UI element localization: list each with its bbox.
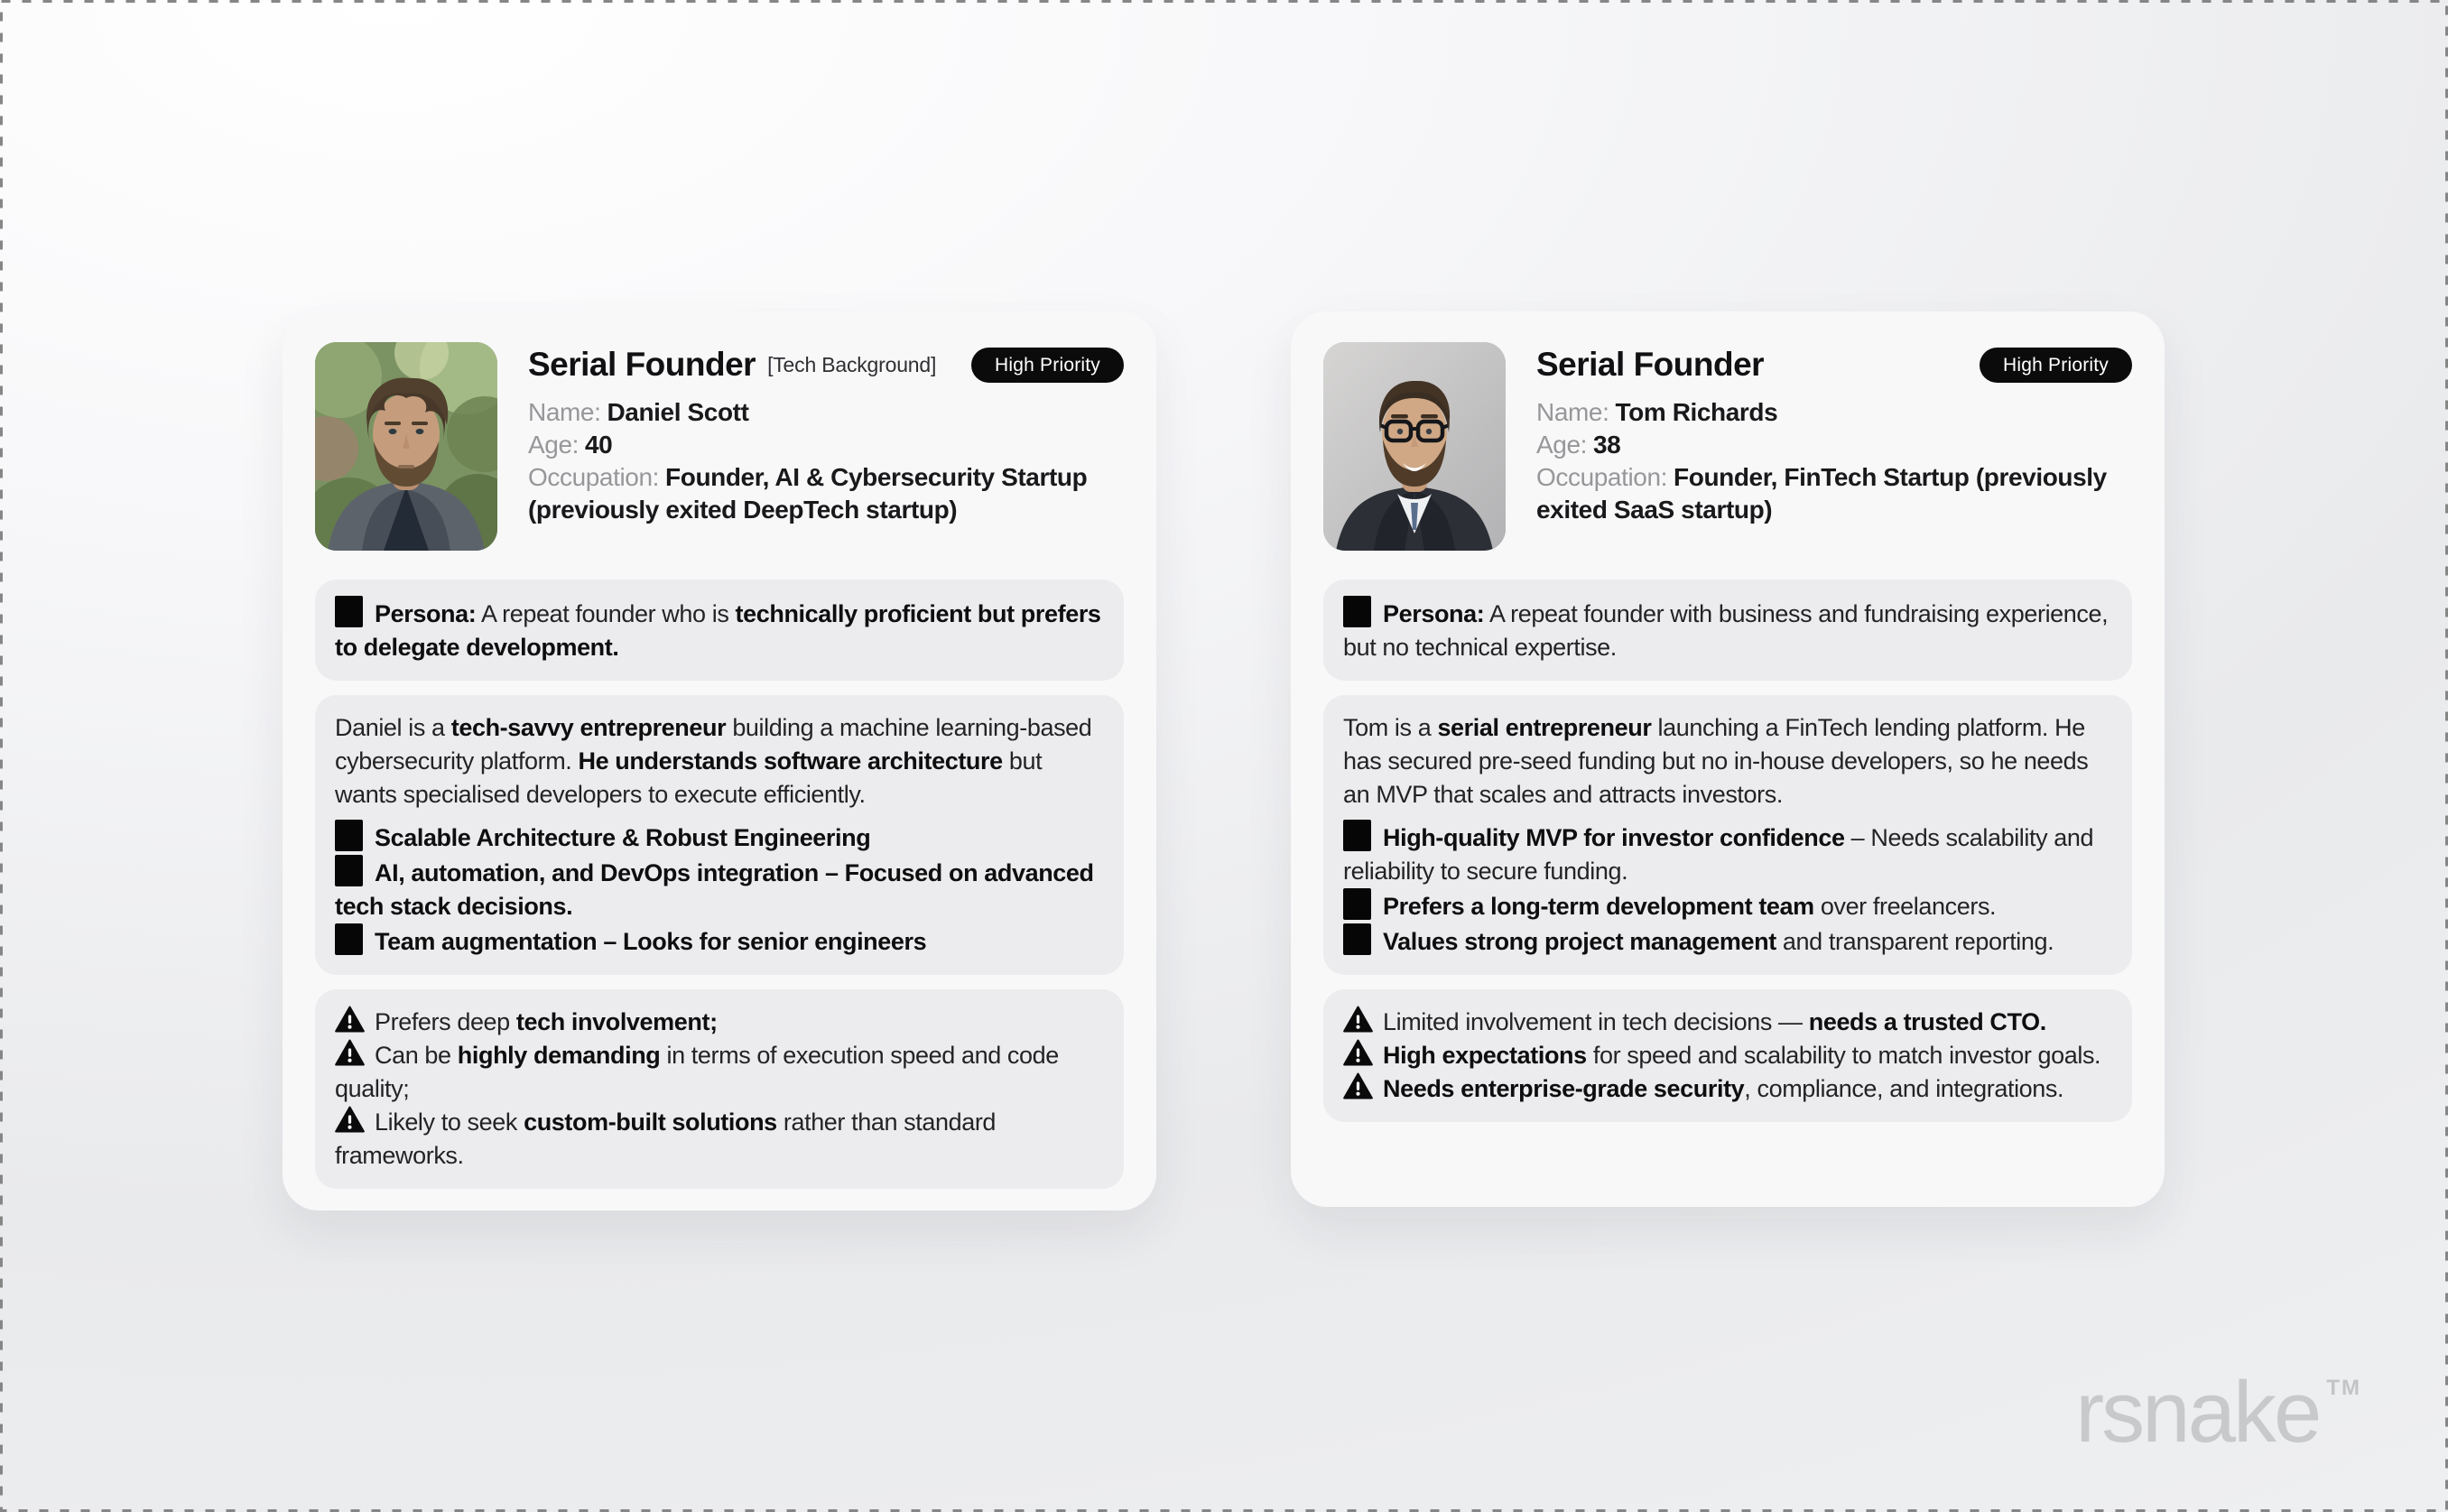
text: A repeat founder who is (476, 600, 736, 627)
black-square-icon (1343, 820, 1371, 851)
meta-value: 40 (585, 431, 613, 459)
text: Prefers deep (375, 1008, 516, 1035)
meta-value: 38 (1593, 431, 1621, 459)
description-paragraph (335, 711, 1104, 812)
text: rather than standard frameworks. (335, 1108, 997, 1169)
warning-icon (1343, 1039, 1373, 1066)
warning-icon (335, 1006, 365, 1033)
warning-icon (1343, 1006, 1373, 1033)
warnings-box (1323, 989, 2132, 1122)
tom-avatar-illustration (1323, 342, 1506, 551)
meta-label: Age: (1536, 431, 1587, 459)
persona-card-1 (283, 311, 1156, 1211)
emphasized-text: AI, automation, and DevOps integration – Focused on advanced tech stack decisions. (335, 859, 1094, 920)
card-title: Serial Founder (1536, 346, 1765, 383)
black-square-icon (1343, 888, 1371, 920)
description-box (1323, 695, 2132, 975)
black-square-icon (335, 820, 363, 851)
emphasized-text: Persona: (1383, 600, 1485, 627)
black-square-icon (1343, 596, 1371, 627)
meta-value: Daniel Scott (607, 398, 749, 426)
needs-list (1343, 820, 2112, 959)
title-row (528, 346, 1124, 384)
tom-richards-portrait (1323, 342, 1506, 551)
meta-label: Occupation: (528, 463, 660, 491)
text: , compliance, and integrations. (1744, 1075, 2064, 1102)
text: building a machine learning-based cybersecurity platform. (335, 714, 1092, 775)
emphasized-text: He understands software architecture (578, 747, 1003, 775)
meta-label: Name: (528, 398, 601, 426)
warning-item (1343, 1006, 2112, 1039)
emphasized-text: Prefers a long-term development team (1383, 893, 1814, 920)
emphasized-text: tech involvement; (515, 1008, 718, 1035)
text: and transparent reporting. (1776, 928, 2054, 955)
need-item (1343, 820, 2112, 888)
text: for speed and scalability to match investor goals. (1586, 1042, 2101, 1069)
black-square-icon (335, 855, 363, 886)
emphasized-text: Team augmentation – Looks for senior engineers (375, 928, 927, 955)
need-item (335, 855, 1104, 923)
emphasized-text: Scalable Architecture & Robust Engineering (375, 824, 871, 851)
emphasized-text: custom-built solutions (524, 1108, 777, 1136)
warning-icon (335, 1106, 365, 1133)
warning-item (1343, 1072, 2112, 1106)
text: Daniel is a (335, 714, 451, 741)
emphasized-text: High expectations (1383, 1042, 1587, 1069)
text: in terms of execution speed and code quality; (335, 1042, 1059, 1102)
meta-value: Tom Richards (1615, 398, 1778, 426)
card-title-tag: [Tech Background] (767, 352, 937, 376)
emphasized-text: technically proficient but prefers to delegate development. (335, 600, 1101, 661)
header-info (1536, 342, 2132, 551)
brand-watermark (2075, 1364, 2361, 1461)
warning-icon (1343, 1072, 1373, 1099)
card-header (315, 342, 1124, 551)
emphasized-text: Needs enterprise-grade security (1383, 1075, 1745, 1102)
persona-card-2 (1291, 311, 2165, 1207)
text: Tom is a (1343, 714, 1438, 741)
emphasized-text: highly demanding (457, 1042, 661, 1069)
meta-row-name (528, 396, 1124, 429)
meta-label: Occupation: (1536, 463, 1668, 491)
text: Can be (375, 1042, 458, 1069)
warning-item (335, 1006, 1104, 1039)
need-item (335, 923, 1104, 959)
text: Likely to seek (375, 1108, 524, 1136)
text: A repeat founder with business and fundraising experience, but no technical expertise. (1343, 600, 2109, 661)
description-paragraph (1343, 711, 2112, 812)
meta-row-name (1536, 396, 2132, 429)
priority-badge: High Priority (971, 348, 1124, 383)
meta-list (528, 396, 1124, 526)
black-square-icon (335, 596, 363, 627)
meta-label: Name: (1536, 398, 1609, 426)
meta-row-occupation (528, 461, 1124, 526)
emphasized-text: needs a trusted CTO. (1808, 1008, 2046, 1035)
warnings-box (315, 989, 1124, 1189)
warning-item (335, 1039, 1104, 1106)
daniel-scott-portrait (315, 342, 497, 551)
meta-row-occupation (1536, 461, 2132, 526)
meta-list (1536, 396, 2132, 526)
persona-summary-box (315, 580, 1124, 681)
card-sections (315, 580, 1124, 1189)
text: over freelancers. (1813, 893, 1997, 920)
meta-label: Age: (528, 431, 579, 459)
text: but wants specialised developers to execute efficiently. (335, 747, 1043, 808)
needs-list (335, 820, 1104, 959)
warning-icon (335, 1039, 365, 1066)
need-item (1343, 888, 2112, 923)
title-row (1536, 346, 2132, 384)
brand-trademark: TM (2326, 1376, 2361, 1400)
brand-text: rsnake (2075, 1364, 2320, 1461)
text: launching a FinTech lending platform. He has secured pre-seed funding but no in-house developers, so he needs an MVP that scales and attracts investors. (1343, 714, 2089, 808)
priority-badge: High Priority (1980, 348, 2132, 383)
need-item (335, 820, 1104, 855)
meta-row-age (1536, 429, 2132, 461)
emphasized-text: Persona: (375, 600, 477, 627)
warning-item (335, 1106, 1104, 1173)
card-sections (1323, 580, 2132, 1122)
text: Limited involvement in tech decisions — (1383, 1008, 1809, 1035)
warning-item (1343, 1039, 2112, 1072)
emphasized-text: tech-savvy entrepreneur (450, 714, 727, 741)
header-info (528, 342, 1124, 551)
daniel-avatar-illustration (315, 342, 497, 551)
card-title: Serial Founder (528, 346, 756, 383)
text: – Needs scalability and reliability to secure funding. (1343, 824, 2094, 885)
black-square-icon (1343, 923, 1371, 955)
emphasized-text: Values strong project management (1383, 928, 1776, 955)
persona-summary-box (1323, 580, 2132, 681)
meta-value: Founder, AI & Cybersecurity Startup (previously exited DeepTech startup) (528, 463, 1088, 524)
description-box (315, 695, 1124, 975)
black-square-icon (335, 923, 363, 955)
card-header (1323, 342, 2132, 551)
meta-row-age (528, 429, 1124, 461)
emphasized-text: High-quality MVP for investor confidence (1383, 824, 1845, 851)
meta-value: Founder, FinTech Startup (previously exited SaaS startup) (1536, 463, 2107, 524)
need-item (1343, 923, 2112, 959)
emphasized-text: serial entrepreneur (1437, 714, 1652, 741)
